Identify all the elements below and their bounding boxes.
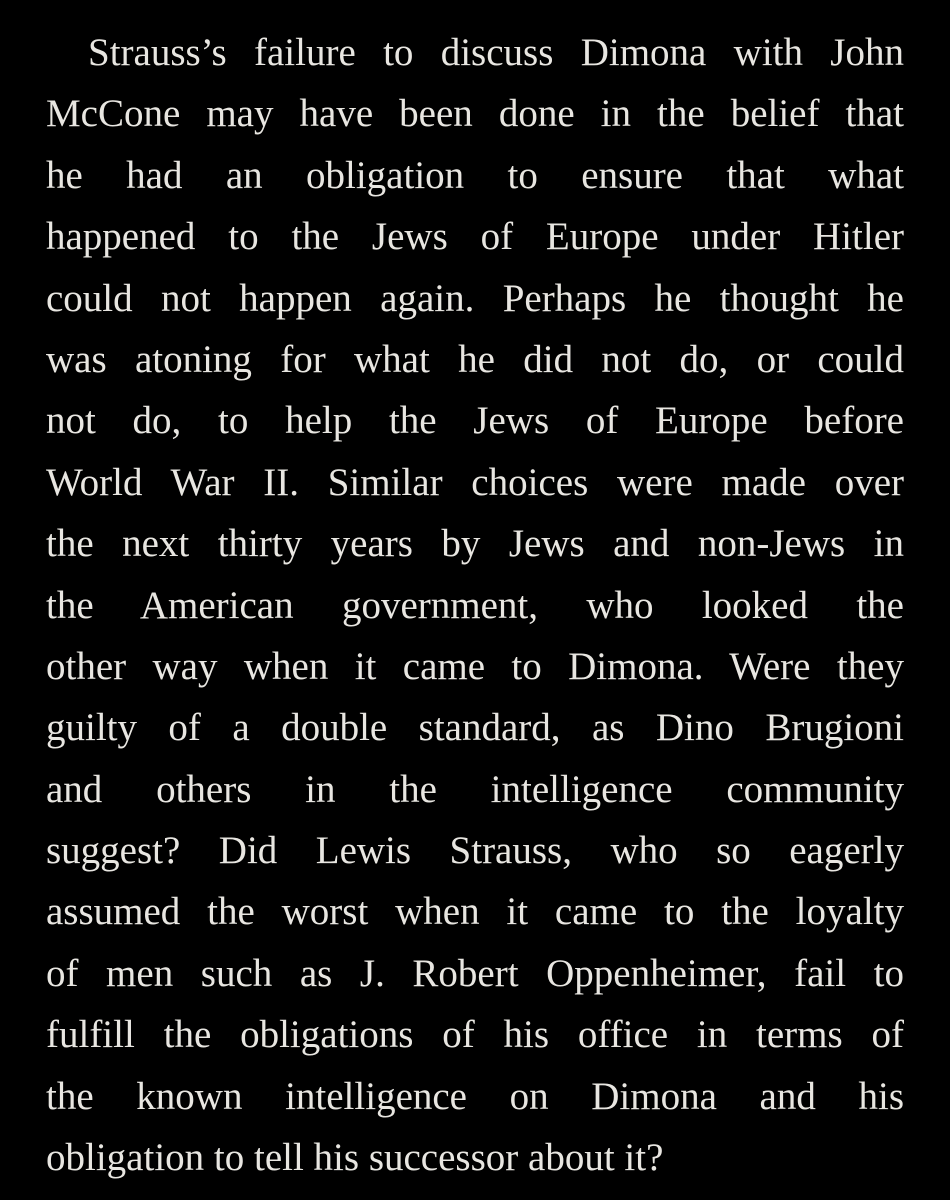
book-page [46, 22, 904, 1188]
text-line-3: he had an obligation to ensure that what [46, 153, 904, 197]
text-line-18: the known intelligence on Dimona and his [46, 1074, 904, 1118]
text-line-17: fulfill the obligations of his office in terms of [46, 1013, 904, 1057]
text-line-6: was atoning for what he did not do, or could [46, 337, 904, 381]
text-line-7: not do, to help the Jews of Europe before [46, 399, 904, 443]
text-line-10: the American government, who looked the [46, 583, 904, 627]
text-line-4: happened to the Jews of Europe under Hitler [46, 215, 904, 259]
text-line-19: obligation to tell his successor about it? [46, 1136, 664, 1180]
text-line-15: assumed the worst when it came to the loyalty [46, 890, 904, 934]
text-line-1: Strauss’s failure to discuss Dimona with John [88, 31, 904, 74]
text-line-12: guilty of a double standard, as Dino Brugioni [46, 706, 904, 750]
text-line-9: the next thirty years by Jews and non-Jews in [46, 522, 904, 566]
text-line-13: and others in the intelligence community [46, 767, 904, 811]
text-line-8: World War II. Similar choices were made over [46, 460, 904, 504]
body-paragraph [46, 22, 904, 1188]
text-line-2: McCone may have been done in the belief that [46, 92, 904, 136]
text-line-5: could not happen again. Perhaps he thought he [46, 276, 904, 320]
text-line-11: other way when it came to Dimona. Were they [46, 644, 904, 688]
text-line-16: of men such as J. Robert Oppenheimer, fail to [46, 951, 904, 995]
text-line-14: suggest? Did Lewis Strauss, who so eagerly [46, 829, 904, 873]
